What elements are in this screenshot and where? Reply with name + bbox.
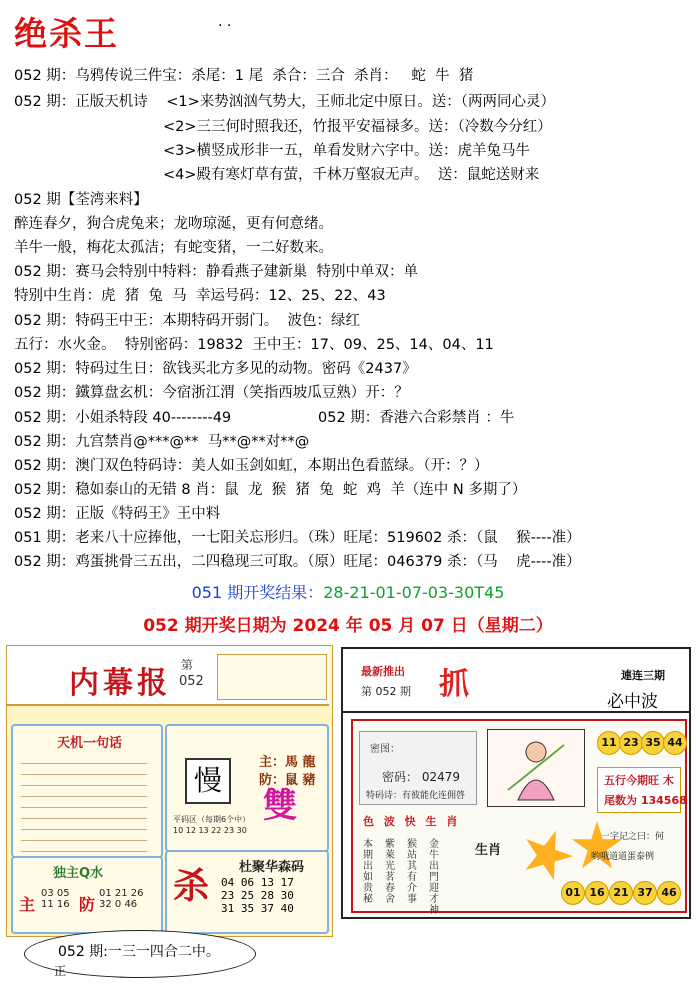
number-ball: 21 (609, 881, 633, 905)
illustration (487, 729, 585, 807)
neimubao-panel (6, 645, 333, 937)
draw-date: 052 期开奖日期为 2024 年 05 月 07 日（星期二） (143, 616, 553, 636)
shengxiao-label: 生肖 (475, 843, 502, 858)
vertical-text-1: 本期出如贵秘 (363, 839, 373, 905)
result-special: T45 (474, 583, 505, 602)
prediction-line: 052 期：香港六合彩禁肖 ：牛 (318, 410, 515, 426)
prediction-line: 052 期：九宫禁肖@***@** 马**@**对**@ (14, 434, 310, 450)
duzhu-panel (11, 856, 163, 934)
sx-title: 杜聚华森码 (239, 860, 305, 875)
weishu-line: 尾数为 134568 (604, 794, 687, 807)
zhua-panel (341, 647, 691, 919)
result-numbers: 28-21-01-07-03-30 (323, 583, 475, 602)
number-ball: 35 (641, 731, 665, 755)
number-ball: 37 (633, 881, 657, 905)
fang-label: 防 (79, 895, 96, 914)
zhu-numbers: 03 05 11 16 (41, 888, 70, 910)
tianji-lines (21, 756, 147, 855)
prediction-line: 052 期：稳如泰山的无错 8 肖：鼠 龙 猴 猪 兔 蛇 鸡 羊（连中 N 多期了） (14, 482, 527, 498)
prediction-line: 051 期：老来八十应捧他，一七阳关忘形归。（珠）旺尾：519602 杀：（鼠 猴----准） (14, 530, 581, 546)
zhu-ma-text: 主：馬 龍 防：鼠 豬 (259, 755, 316, 788)
prediction-line: 特别中生肖：虎 猪 兔 马 幸运号码：12、25、22、43 (14, 288, 386, 304)
number-ball: 01 (561, 881, 585, 905)
vertical-text-3: 猴站其有介事 (407, 839, 417, 905)
bizhong-label: 必中波 (607, 692, 658, 712)
fang-numbers: 01 21 26 32 0 46 (99, 888, 144, 910)
neimubao-title: 内幕报 (69, 666, 171, 701)
prediction-line: 羊牛一般，梅花太孤洁；有蛇变猪，一二好数来。 (14, 240, 333, 256)
number-ball: 46 (657, 881, 681, 905)
prediction-line: 五行：水火金。 特别密码：19832 王中王：17、09、25、14、04、11 (14, 337, 494, 353)
note-line-1: 一字记之曰：何 (601, 832, 665, 842)
newest-label: 最新推出 (361, 665, 405, 678)
prediction-line: 052 期：鐵算盘玄机：今宿浙江渭（笑指西坡瓜豆熟）开：？ (14, 385, 409, 401)
page-title: 绝杀王 (14, 14, 119, 53)
zhua-header (343, 649, 689, 713)
prediction-line: 052 期：赛马会特别中特料：静看燕子建新巢 特别中单双：单 (14, 264, 419, 280)
issue-label: 第 052 期 (361, 685, 411, 698)
pingte-label: 平码区（每期6个中） (173, 815, 251, 824)
vertical-text-2: 紫萊光茗春舍 (385, 839, 395, 905)
neimubao-di: 第 (181, 658, 194, 672)
neimubao-issue: 052 (179, 674, 204, 689)
prediction-line: 052 期：特码过生日：欲钱买北方多见的动物。密码《2437》 (14, 361, 417, 377)
wuxing-box (597, 767, 687, 813)
tianji-title: 天机一句话 (57, 736, 123, 751)
shuang-character: 雙 (263, 786, 297, 826)
zhua-body (351, 719, 687, 916)
prediction-line: 052 期：乌鸦传说三件宝：杀尾：1 尾 杀合：三合 杀肖： 蛇 牛 猪 (14, 68, 474, 84)
pingte-numbers: 10 12 13 22 23 30 (173, 826, 247, 835)
prediction-line: 052 期：澳门双色特码诗：美人如玉剑如虹，本期出色看蓝绿。（开：？） (14, 458, 489, 474)
number-ball: 23 (619, 731, 643, 755)
bubble-text: 052 期:一三一四合二中。 (58, 944, 220, 960)
lian-label: 連连三期 (621, 669, 665, 682)
prediction-line: <2>三三何时照我还，竹报平安福禄多。送：（冷数今分红） (163, 119, 552, 135)
tag-row: 色 波 快 生 肖 (363, 815, 461, 828)
mima-label: 密图： (370, 744, 400, 755)
decorative-dots: · · (218, 18, 232, 34)
zhua-title: 抓 (439, 667, 469, 702)
star-burst-icon (514, 822, 581, 889)
wuxing-line: 五行今期旺 木 (604, 774, 674, 787)
prediction-line: 052 期【荃湾来料】 (14, 192, 148, 208)
result-line (0, 580, 696, 603)
red-character: 杀 (173, 866, 210, 907)
neimubao-box (217, 654, 327, 700)
neimubao-header (7, 646, 329, 706)
prediction-line: 052 期：特码王中王：本期特码开弱门。 波色：绿红 (14, 313, 361, 329)
result-prefix: 051 期开奖结果： (191, 583, 324, 602)
mima-code: 密码： 02479 (382, 770, 460, 784)
prediction-line: <4>殿有寒灯草有萤，千林万壑寂无声。 送：鼠蛇送财来 (163, 167, 540, 183)
note-line-2: 哟哦道道蛋泰例 (591, 852, 655, 862)
prediction-line: 醉连春夕，狗合虎兔来；龙吻琼涎，更有何意绪。 (14, 216, 333, 232)
zhu-label: 主 (19, 895, 36, 914)
prediction-line: 052 期：小姐杀特段 40--------49 (14, 410, 232, 426)
number-ball: 44 (663, 731, 687, 755)
bubble-tail-text: 正 (54, 964, 67, 978)
prediction-line: <3>横竖成形非一五，单看发财六字中。送：虎羊兔马牛 (163, 143, 531, 159)
number-ball: 11 (597, 731, 621, 755)
mima-poem: 特码诗：有彼能化连佣啓 (366, 791, 466, 801)
tianji-panel (11, 724, 163, 858)
number-ball: 16 (585, 881, 609, 905)
vertical-text-4: 金牛出門迎才神 (429, 839, 439, 916)
prediction-line: 052 期：正版《特码王》王中料 (14, 506, 221, 522)
duzhu-title: 独主Q水 (53, 866, 104, 881)
sx-numbers: 04 06 13 17 23 25 28 30 31 35 37 40 (221, 876, 294, 915)
mima-box (359, 731, 477, 805)
man-character: 慢 (185, 758, 231, 804)
figure-illustration (488, 730, 584, 806)
prediction-line: 052 期：正版天机诗 <1>来势汹汹气势大，王师北定中原日。送：（两两同心灵） (14, 94, 555, 110)
prediction-line: 052 期：鸡蛋挑骨三五出，二四稳现三可取。（原）旺尾：046379 杀：（马 虎----准） (14, 554, 581, 570)
